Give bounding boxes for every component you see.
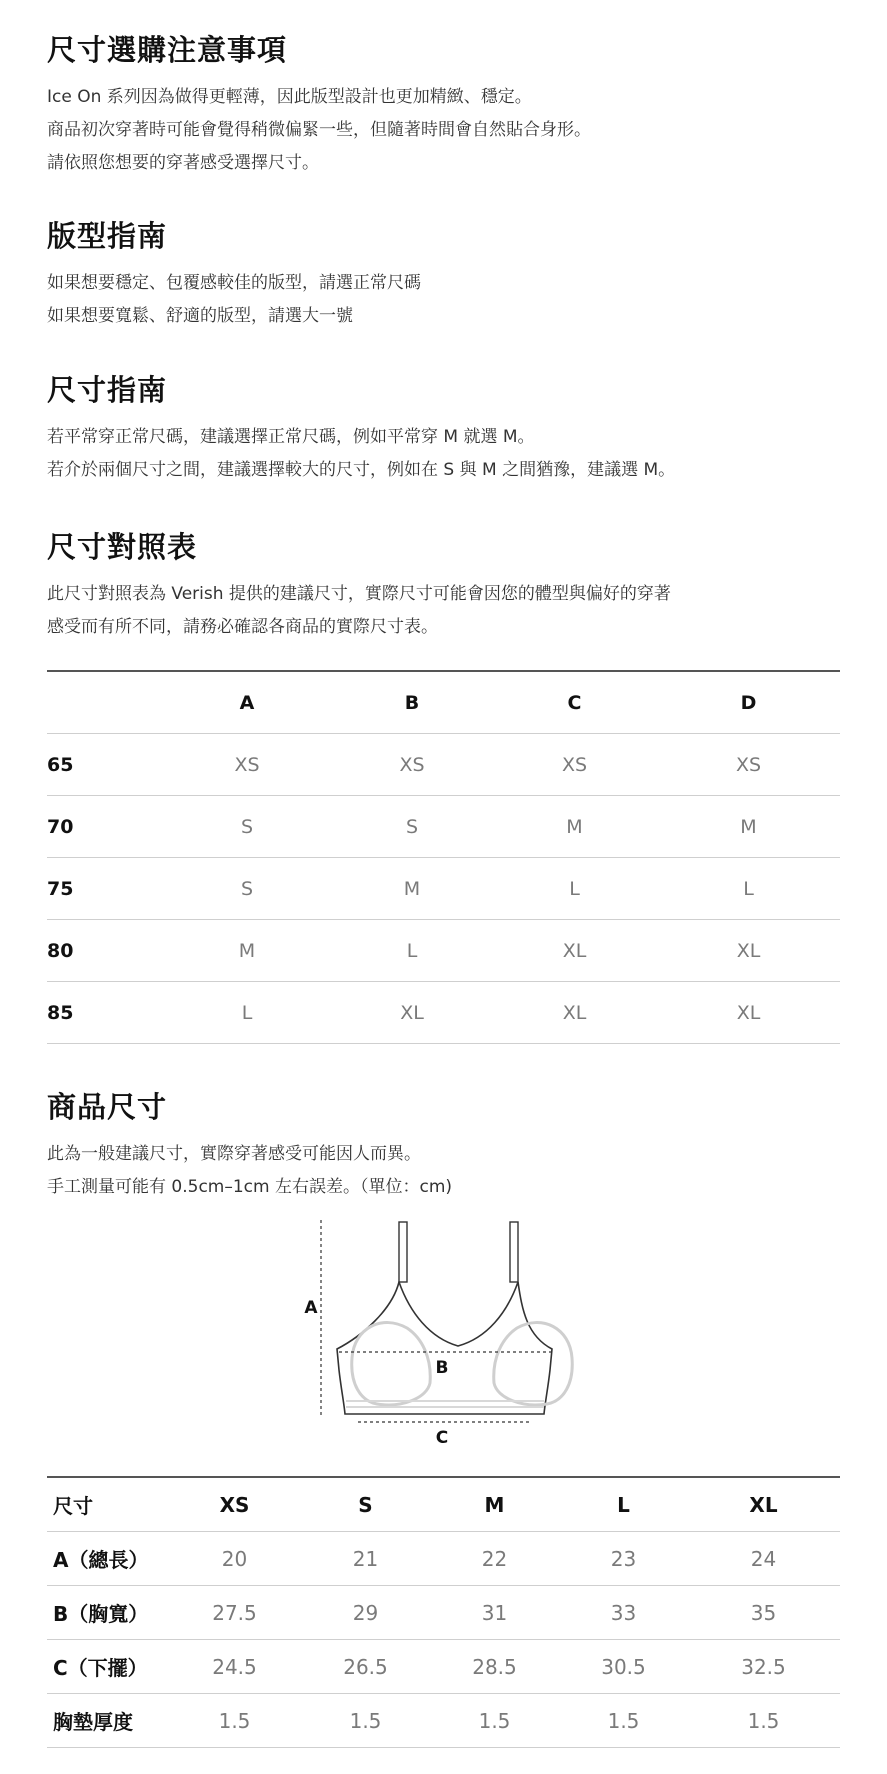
size-chart-section [47, 525, 840, 1044]
product-size-header-row [47, 1478, 840, 1532]
size-chart-title: 尺寸對照表 [47, 530, 198, 564]
product-size-header-cell: M [429, 1478, 560, 1532]
table-cell: 31 [429, 1586, 560, 1640]
size-chart-header-cell: A [162, 672, 332, 734]
table-cell: L [657, 858, 840, 920]
table-cell: M [162, 920, 332, 982]
notes-line-3: 請依照您想要的穿著感受選擇尺寸。 [47, 153, 319, 173]
table-cell: 26.5 [302, 1640, 429, 1694]
table-cell: S [332, 796, 492, 858]
product-size-table [47, 1478, 840, 1748]
fit-guide-title: 版型指南 [47, 219, 168, 253]
table-cell: 32.5 [687, 1640, 840, 1694]
diagram-label-a: A [304, 1298, 318, 1318]
row-label: 胸墊厚度 [47, 1694, 167, 1748]
table-cell: 1.5 [302, 1694, 429, 1748]
row-label: 65 [47, 734, 162, 796]
size-chart-header-cell: B [332, 672, 492, 734]
table-cell: XS [492, 734, 657, 796]
table-cell: L [492, 858, 657, 920]
size-guide-title: 尺寸指南 [47, 373, 168, 407]
row-label: A（總長） [47, 1532, 167, 1586]
table-row [47, 920, 840, 982]
table-cell: L [162, 982, 332, 1044]
size-guide-line-2: 若介於兩個尺寸之間，建議選擇較大的尺寸，例如在 S 與 M 之間猶豫，建議選 M。 [47, 460, 676, 480]
product-size-table-wrap [47, 1476, 840, 1748]
diagram-label-c: C [435, 1428, 449, 1448]
table-row [47, 1640, 840, 1694]
product-size-header-cell: L [560, 1478, 687, 1532]
notes-section [47, 28, 840, 180]
size-chart-table-wrap [47, 670, 840, 1044]
fit-guide-line-2: 如果想要寬鬆、舒適的版型，請選大一號 [47, 306, 353, 326]
table-cell: XL [657, 982, 840, 1044]
table-cell: M [492, 796, 657, 858]
table-row [47, 858, 840, 920]
notes-line-1: Ice On 系列因為做得更輕薄，因此版型設計也更加精緻、穩定。 [47, 87, 532, 107]
product-size-header-cell: 尺寸 [47, 1478, 167, 1532]
bra-outline [337, 1282, 552, 1414]
table-cell: 1.5 [429, 1694, 560, 1748]
table-row [47, 796, 840, 858]
table-cell: XL [492, 982, 657, 1044]
row-label: C（下擺） [47, 1640, 167, 1694]
size-chart-table [47, 672, 840, 1044]
size-chart-header-cell [47, 672, 162, 734]
table-row [47, 982, 840, 1044]
table-cell: 24.5 [167, 1640, 302, 1694]
size-chart-header-row [47, 672, 840, 734]
table-cell: 24 [687, 1532, 840, 1586]
fit-guide-section [47, 214, 840, 333]
table-cell: L [332, 920, 492, 982]
table-cell: 1.5 [167, 1694, 302, 1748]
table-cell: 1.5 [560, 1694, 687, 1748]
table-cell: XL [332, 982, 492, 1044]
table-row [47, 1694, 840, 1748]
table-cell: S [162, 796, 332, 858]
size-chart-header-cell: D [657, 672, 840, 734]
bra-measurement-diagram [282, 1218, 642, 1448]
fit-guide-line-1: 如果想要穩定、包覆感較佳的版型，請選正常尺碼 [47, 273, 421, 293]
table-row [47, 734, 840, 796]
table-cell: 30.5 [560, 1640, 687, 1694]
row-label: 75 [47, 858, 162, 920]
table-cell: XL [657, 920, 840, 982]
table-cell: S [162, 858, 332, 920]
table-cell: 33 [560, 1586, 687, 1640]
table-cell: 35 [687, 1586, 840, 1640]
table-cell: 27.5 [167, 1586, 302, 1640]
table-cell: 28.5 [429, 1640, 560, 1694]
product-size-line-2: 手工測量可能有 0.5cm–1cm 左右誤差。（單位：cm) [47, 1177, 453, 1197]
product-size-title: 商品尺寸 [47, 1090, 168, 1124]
row-label: 70 [47, 796, 162, 858]
product-size-section [47, 1085, 840, 1204]
row-label: B（胸寬） [47, 1586, 167, 1640]
table-cell: M [657, 796, 840, 858]
product-size-header-cell: S [302, 1478, 429, 1532]
table-cell: 29 [302, 1586, 429, 1640]
notes-line-2: 商品初次穿著時可能會覺得稍微偏緊一些，但隨著時間會自然貼合身形。 [47, 120, 591, 140]
size-chart-line-1: 此尺寸對照表為 Verish 提供的建議尺寸，實際尺寸可能會因您的體型與偏好的穿著 [47, 584, 671, 604]
table-cell: 21 [302, 1532, 429, 1586]
size-guide-section [47, 368, 840, 487]
table-cell: 22 [429, 1532, 560, 1586]
product-size-header-cell: XS [167, 1478, 302, 1532]
notes-title: 尺寸選購注意事項 [47, 33, 288, 67]
table-row [47, 1586, 840, 1640]
table-cell: 1.5 [687, 1694, 840, 1748]
table-cell: XS [657, 734, 840, 796]
table-cell: M [332, 858, 492, 920]
table-cell: 20 [167, 1532, 302, 1586]
table-cell: XS [162, 734, 332, 796]
size-chart-header-cell: C [492, 672, 657, 734]
table-cell: XS [332, 734, 492, 796]
table-row [47, 1532, 840, 1586]
diagram-label-b: B [435, 1358, 449, 1378]
table-cell: XL [492, 920, 657, 982]
table-cell: 23 [560, 1532, 687, 1586]
row-label: 85 [47, 982, 162, 1044]
size-guide-line-1: 若平常穿正常尺碼，建議選擇正常尺碼，例如平常穿 M 就選 M。 [47, 427, 535, 447]
row-label: 80 [47, 920, 162, 982]
product-size-line-1: 此為一般建議尺寸，實際穿著感受可能因人而異。 [47, 1144, 421, 1164]
size-chart-line-2: 感受而有所不同，請務必確認各商品的實際尺寸表。 [47, 617, 438, 637]
product-size-header-cell: XL [687, 1478, 840, 1532]
